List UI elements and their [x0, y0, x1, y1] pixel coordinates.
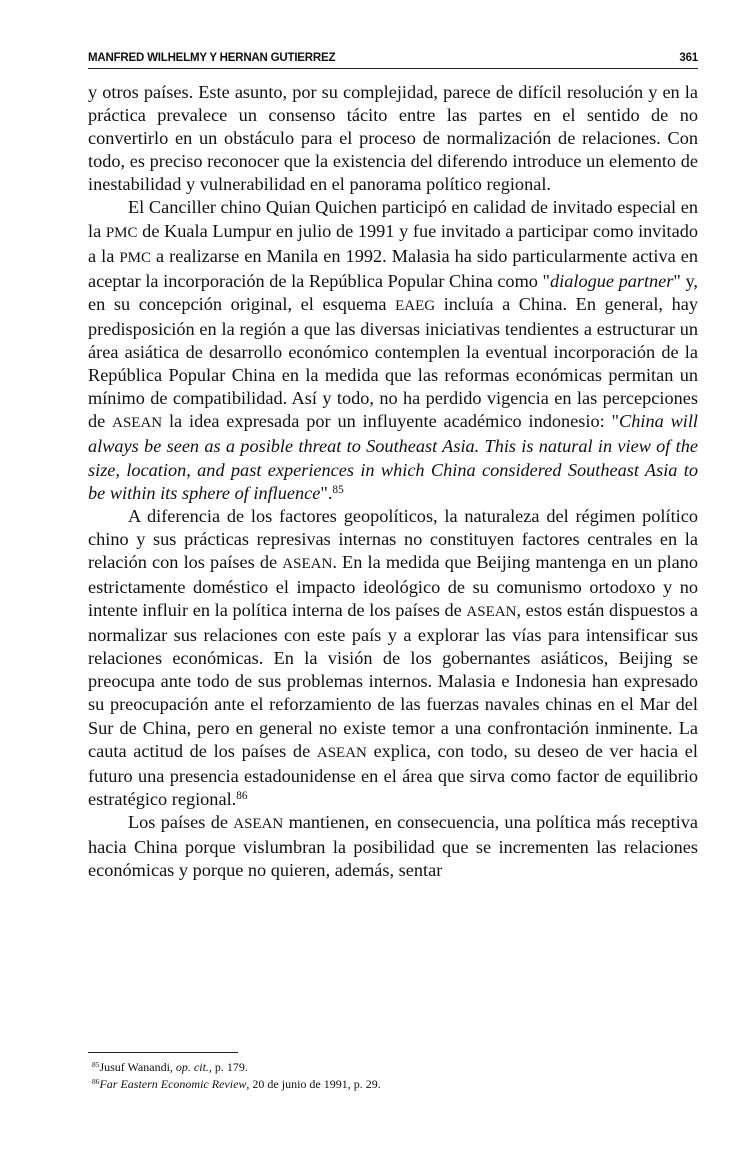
paragraph-3	[88, 505, 698, 811]
text-run: a realizarse en Manila en 1992. Malasia ha sido particularmente activa en aceptar la incorporación de la República Popular China como "	[88, 245, 698, 291]
acronym-pmc: PMC	[105, 224, 138, 241]
text-run: . En la medida que Beijing mantenga en un plano estrictamente doméstico el impacto ideológico de su comunismo ortodoxo y no intente influir en la política interna de los países de	[88, 551, 698, 621]
text-run: Los países de	[128, 811, 234, 832]
footnote-number: 86	[92, 1076, 100, 1086]
footnote-rest: , p. 179.	[208, 1060, 248, 1074]
page-number: 361	[679, 52, 698, 64]
acronym-eaeg: EAEG	[395, 297, 436, 314]
footnote-number: 85	[92, 1059, 100, 1069]
footnote-rule	[88, 1052, 238, 1053]
text-run: El Canciller chino Quian Quichen participó en calidad de invitado especial en la	[88, 197, 698, 241]
running-head-authors: MANFRED WILHELMY Y HERNAN GUTIERREZ	[88, 52, 336, 64]
italic-quote: China will always be seen as a posible threat to Southeast Asia. This is natural in view of the size, location, and past experiences in which China considered Southeast Asia to be within its sphere of influence	[88, 411, 699, 503]
footnote-title-italic: Far Eastern Economic Review	[99, 1077, 247, 1091]
paragraph-2	[88, 196, 698, 504]
text-run: incluía a China. En general, hay predisposición en la región a que las diversas iniciativas tendientes a estructurar un área asiática de desarrollo económico contemplen la eventual incorporación de la República Popular China en la medida que las reformas económicas permitan un mínimo de compatibilidad. Así y todo, no ha perdido vigencia en las percepciones de	[88, 293, 698, 432]
running-head	[88, 50, 698, 69]
paragraph-1-text: y otros países. Este asunto, por su complejidad, parece de difícil resolución y en la práctica prevalece un consenso tácito entre las partes en el sentido de no convertirlo en un obstáculo para el proceso de normalización de relaciones. Con todo, es preciso reconocer que la existencia del diferendo introduce un elemento de inestabilidad y vulnerabilidad en el panorama político regional.	[88, 82, 698, 195]
footnote-85	[92, 1059, 698, 1076]
footnote-author: Jusuf Wanandi,	[99, 1060, 176, 1074]
footnotes	[88, 1052, 698, 1093]
text-run: A diferencia de los factores geopolíticos, la naturaleza del régimen político chino y sus prácticas represivas internas no constituyen factores centrales en la relación con los países de	[88, 505, 698, 572]
acronym-asean: ASEAN	[466, 604, 517, 621]
text-run: ".	[320, 482, 333, 503]
acronym-asean: ASEAN	[316, 744, 367, 761]
footnote-ref-86: 86	[236, 789, 248, 802]
body-text	[88, 81, 698, 882]
page	[88, 50, 698, 882]
paragraph-4	[88, 811, 698, 882]
italic-term: dialogue partner	[550, 270, 674, 291]
footnote-ref-italic: op. cit.	[175, 1060, 209, 1074]
text-run: explica, con todo, su deseo de ver hacia el futuro una presencia estadounidense en el área que sirva como factor de equilibrio estratégico regional.	[88, 740, 698, 809]
text-run: , estos están dispuestos a normalizar sus relaciones con este país y a explorar las vías para intensificar sus relaciones económicas. En la visión de los gobernantes asiáticos, Beijing se preocupa ante todo de sus problemas internos. Malasia e Indonesia han expresado su preocupación ante el reforzamiento de las fuerzas navales chinas en el Mar del Sur de China, pero en general no existe temor a una confrontación inminente. La cauta actitud de los países de	[88, 600, 698, 761]
paragraph-1	[88, 81, 698, 196]
footnote-rest: , 20 de junio de 1991, p. 29.	[246, 1077, 381, 1091]
text-run: " y, en su concepción original, el esquema	[88, 270, 699, 314]
footnote-86	[92, 1076, 698, 1093]
footnote-ref-85: 85	[332, 483, 344, 496]
acronym-pmc: PMC	[119, 249, 152, 266]
text-run: la idea expresada por un influyente académico indonesio: "	[162, 411, 620, 432]
acronym-asean: ASEAN	[233, 815, 284, 832]
text-run: de Kuala Lumpur en julio de 1991 y fue invitado a participar como invitado a la	[88, 220, 699, 266]
text-run: mantienen, en consecuencia, una política más receptiva hacia China porque vislumbran la posibilidad que se incrementen las relaciones económicas y porque no quieren, además, sentar	[88, 811, 698, 881]
acronym-asean: ASEAN	[112, 415, 163, 432]
acronym-asean: ASEAN	[282, 555, 333, 572]
